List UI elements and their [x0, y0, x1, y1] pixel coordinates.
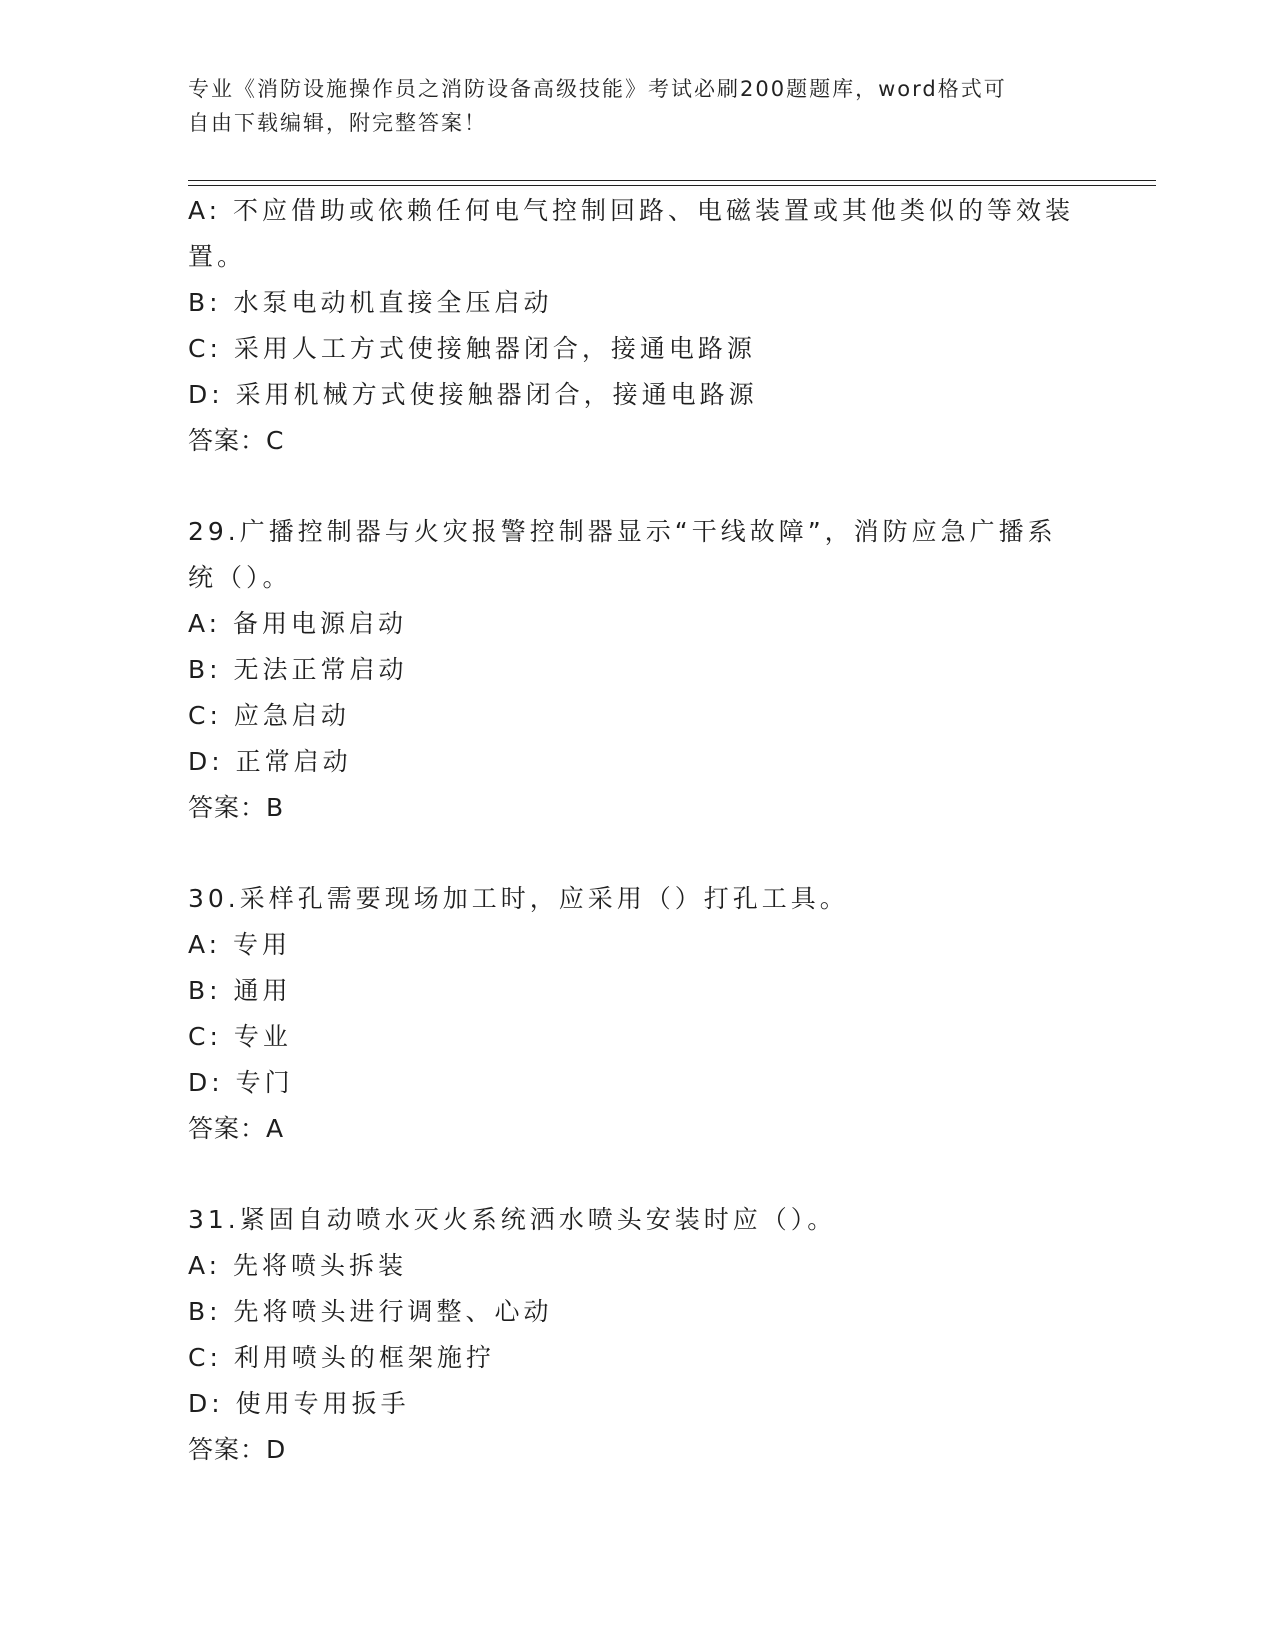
question-block-28 — [188, 188, 1088, 464]
question-stem: 31.紧固自动喷水灭火系统洒水喷头安装时应（）。 — [188, 1205, 837, 1234]
option-c: C: 利用喷头的框架施拧 — [188, 1343, 495, 1372]
answer: 答案：B — [188, 793, 285, 822]
option-a-line-1: A: 不应借助或依赖任何电气控制回路、电磁装置或其他类似的等效装 — [188, 196, 1075, 225]
question-block-31 — [188, 1197, 1088, 1473]
question-block-30 — [188, 876, 1088, 1152]
option-c: C: 应急启动 — [188, 701, 350, 730]
header-divider-bottom — [188, 185, 1156, 186]
option-a: A: 专用 — [188, 930, 292, 959]
option-b: B: 先将喷头进行调整、心动 — [188, 1297, 553, 1326]
option-d: D: 使用专用扳手 — [188, 1389, 410, 1418]
option-a: A: 先将喷头拆装 — [188, 1251, 408, 1280]
header-divider-top — [188, 180, 1156, 181]
option-d: D: 专门 — [188, 1068, 294, 1097]
option-a: A: 备用电源启动 — [188, 609, 408, 638]
option-d: D: 正常启动 — [188, 747, 352, 776]
question-stem: 30.采样孔需要现场加工时，应采用（）打孔工具。 — [188, 884, 849, 913]
option-b: B: 水泵电动机直接全压启动 — [188, 288, 553, 317]
question-stem-line-2: 统（）。 — [188, 563, 292, 592]
answer: 答案：D — [188, 1435, 287, 1464]
question-block-29 — [188, 509, 1088, 831]
answer: 答案：A — [188, 1114, 285, 1143]
answer: 答案：C — [188, 426, 285, 455]
question-list — [188, 188, 1088, 1473]
header-line-2: 自由下载编辑，附完整答案！ — [188, 111, 487, 135]
option-b: B: 通用 — [188, 976, 292, 1005]
option-c: C: 专业 — [188, 1022, 292, 1051]
option-c: C: 采用人工方式使接触器闭合，接通电路源 — [188, 334, 756, 363]
header-line-1: 专业《消防设施操作员之消防设备高级技能》考试必刷200题题库，word格式可 — [188, 77, 1007, 101]
option-a-line-2: 置。 — [188, 242, 247, 271]
option-d: D: 采用机械方式使接触器闭合，接通电路源 — [188, 380, 758, 409]
document-header — [188, 72, 1068, 140]
option-b: B: 无法正常启动 — [188, 655, 408, 684]
question-stem-line-1: 29.广播控制器与火灾报警控制器显示“干线故障”，消防应急广播系 — [188, 517, 1057, 546]
